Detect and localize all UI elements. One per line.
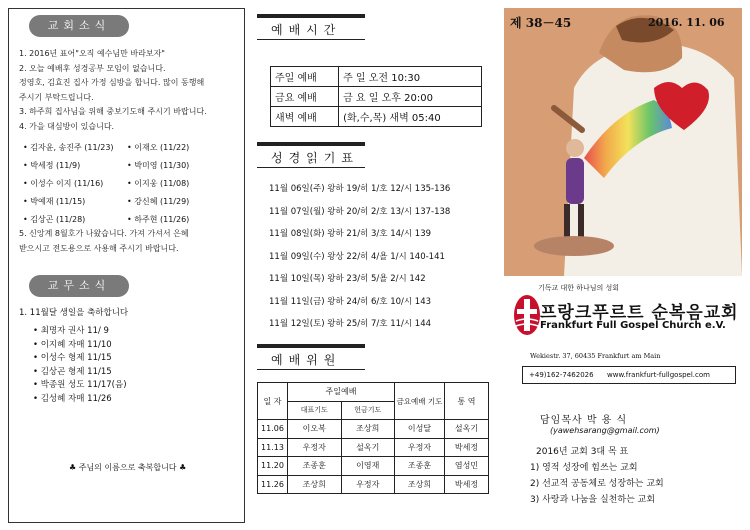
cell: 11.06: [258, 420, 288, 439]
list-item: 11월 10일(목) 왕하 23/히 5/욜 2/시 142: [269, 274, 426, 284]
col-date: 일 자: [258, 383, 288, 420]
notices-list: [19, 47, 207, 134]
col-prayer: 대표기도: [288, 401, 342, 420]
list-item: 11월 06일(주) 왕하 19/히 1/호 12/시 135-136: [269, 184, 451, 194]
list-item: 11월 08일(화) 왕하 21/히 3/호 14/시 139: [269, 229, 432, 239]
cell: 이영재: [341, 457, 395, 476]
list-item: 11월 11일(금) 왕하 24/히 6/호 10/시 143: [269, 296, 432, 307]
church-name: 프랑크푸르트 순복음교회: [540, 303, 739, 323]
church-goals: [530, 444, 664, 508]
service-time: 금 요 일 오후 20:00: [339, 87, 482, 107]
cover-panel: [500, 8, 742, 523]
bible-reading-heading: 성경읽기표: [257, 142, 365, 166]
birthday-heading: 1. 11월달 생일을 축하합니다: [19, 308, 129, 318]
cell: 설옥기: [341, 438, 395, 457]
cell: 이성달: [395, 420, 445, 439]
worship-committee-table: [257, 382, 489, 494]
goals-title: 2016년 교회 3대 목 표: [536, 447, 629, 457]
denomination-label: 기독교 대한 하나님의 성회: [538, 284, 620, 292]
notice-line: 2. 오늘 예배후 성경공부 모임이 없습니다.: [19, 63, 166, 73]
cell: 박세정: [445, 438, 489, 457]
visit-item: • 하주현 (11/26): [127, 215, 190, 224]
birthday-item: • 박종원 성도 11/17(음): [33, 380, 127, 391]
cell: 이오복: [288, 420, 342, 439]
visit-item: • 박미영 (11/30): [127, 161, 190, 170]
notice-line: 받으시고 전도용으로 사용해 주시기 바랍니다.: [19, 243, 179, 253]
cell: 조종훈: [395, 457, 445, 476]
cover-artwork: [504, 8, 742, 276]
issue-date: 2016. 11. 06: [648, 16, 725, 29]
service-time: (화,수,목) 새벽 05:40: [339, 107, 482, 127]
list-item: 11월 07일(월) 왕하 20/히 2/호 13/시 137-138: [269, 206, 451, 217]
goal-item: 1) 영적 성장에 힘쓰는 교회: [530, 463, 638, 473]
table-row: [258, 420, 489, 439]
cell: 설옥기: [445, 420, 489, 439]
notice-line: 5. 신앙계 8월호가 나왔습니다. 가져 가셔서 은혜: [19, 229, 189, 238]
cell: 조상희: [288, 475, 342, 494]
visit-item: • 강신혜 (11/29): [127, 197, 190, 206]
visit-item: • 이성수 이지 (11/16): [23, 179, 104, 188]
birthday-item: • 김상곤 형제 11/15: [33, 366, 112, 377]
cell: 우정자: [341, 475, 395, 494]
worship-time-table: [270, 66, 482, 127]
list-item: 11월 09일(수) 왕상 22/히 4/욜 1/시 140-141: [269, 251, 445, 262]
cell: 염성민: [445, 457, 489, 476]
list-item: 11월 12일(토) 왕하 25/히 7/호 11/시 144: [269, 319, 432, 329]
website-link[interactable]: www.frankfurt-fullgospel.com: [607, 371, 710, 379]
notice-line: 4. 가을 대심방이 있습니다.: [19, 121, 115, 131]
church-address: Wekiestr. 37, 60435 Frankfurt am Main: [530, 352, 661, 360]
birthday-item: • 이성수 형제 11/15: [33, 353, 112, 364]
col-offering: 헌금기도: [341, 401, 395, 420]
col-friday: 금요예배 기도: [395, 383, 445, 420]
church-logo-icon: [512, 291, 542, 339]
visit-item: • 박세정 (11/9): [23, 161, 81, 170]
birthday-item: • 김성혜 자매 11/26: [33, 393, 112, 404]
cover-illustration: [504, 8, 742, 276]
col-sunday: 주일예배: [288, 383, 395, 402]
notice-5: [19, 227, 189, 256]
notice-line: 주시기 부탁드립니다.: [19, 92, 94, 102]
issue-number: 제 38－45: [510, 16, 572, 30]
table-row: [258, 438, 489, 457]
table-row: [271, 107, 482, 127]
visit-item: • 이지웅 (11/08): [127, 179, 190, 188]
worship-time-heading: 예배시간: [257, 14, 365, 38]
cell: 박세정: [445, 475, 489, 494]
worship-info-panel: [257, 8, 489, 523]
visit-item: • 이재오 (11/22): [127, 143, 190, 152]
senior-pastor: 담임목사 박 용 식: [540, 415, 628, 426]
col-interp: 통 역: [445, 383, 489, 420]
visit-item: • 김상곤 (11/28): [23, 215, 86, 224]
contact-box: [522, 366, 736, 384]
service-name: 주일 예배: [271, 67, 339, 87]
service-name: 금요 예배: [271, 87, 339, 107]
cell: 조상희: [395, 475, 445, 494]
cell: 우정자: [395, 438, 445, 457]
notice-line: 3. 하주희 집사님을 위해 중보기도해 주시기 바랍니다.: [19, 107, 207, 116]
cell: 11.20: [258, 457, 288, 476]
table-row: [258, 457, 489, 476]
blessing-footer: ♣ 주님의 이름으로 축복합니다 ♣: [69, 463, 187, 472]
church-name-english: Frankfurt Full Gospel Church e.V.: [540, 320, 726, 331]
birthday-list: [33, 325, 127, 407]
table-header-row: [258, 383, 489, 402]
pastor-email: (yawehsarang@gmail.com): [550, 426, 660, 435]
notices-title: 교회소식: [29, 15, 129, 37]
cell: 11.13: [258, 438, 288, 457]
birthday-item: • 이지혜 자매 11/10: [33, 339, 112, 350]
birthday-item: • 최명자 권사 11/ 9: [33, 326, 109, 336]
visit-item: • 김자윤, 송진주 (11/23): [23, 143, 114, 152]
cell: 우정자: [288, 438, 342, 457]
goal-item: 3) 사랑과 나눔을 실천하는 교회: [530, 495, 656, 505]
notice-line: 1. 2016년 표어"오직 예수님만 바라보자": [19, 49, 165, 58]
cell: 조상희: [341, 420, 395, 439]
service-time: 주 일 오전 10:30: [339, 67, 482, 87]
church-news-panel: [8, 8, 245, 523]
notice-line: 정영호, 김효진 집사 가정 심방을 합니다. 많이 동행해: [19, 78, 205, 87]
cell: 조종훈: [288, 457, 342, 476]
bible-reading-list: [269, 178, 450, 336]
visit-item: • 박예재 (11/15): [23, 197, 86, 206]
phone-number: +49)162-7462026: [529, 371, 594, 379]
duty-news-title: 교무소식: [29, 275, 129, 297]
service-name: 새벽 예배: [271, 107, 339, 127]
table-row: [271, 87, 482, 107]
table-row: [271, 67, 482, 87]
table-row: [258, 475, 489, 494]
visit-list-left: [23, 139, 114, 229]
visit-list-right: [127, 139, 189, 229]
goal-item: 2) 선교적 공동체로 성장하는 교회: [530, 479, 664, 489]
cell: 11.26: [258, 475, 288, 494]
worship-committee-heading: 예배위원: [257, 344, 365, 368]
